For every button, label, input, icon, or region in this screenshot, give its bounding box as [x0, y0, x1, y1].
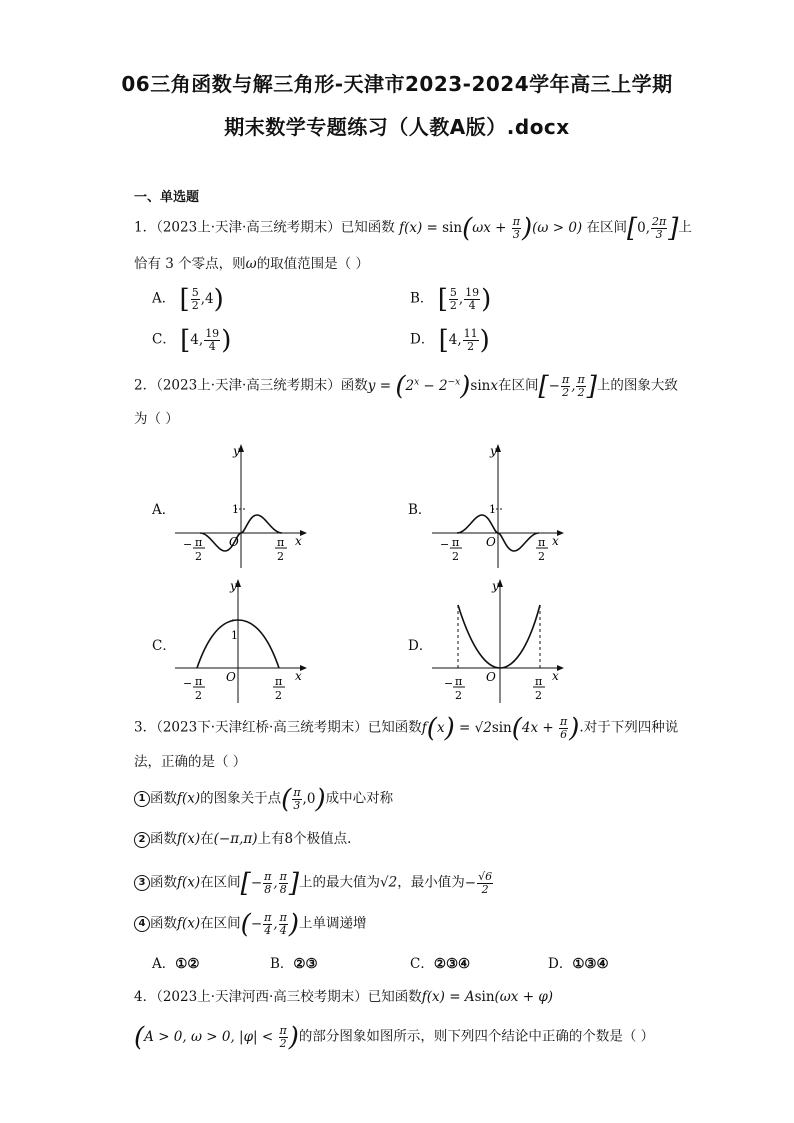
q1-option-b-label: B．: [410, 290, 434, 307]
q3-s4-interval: (− $\frac{\pi}{4}$ , $\frac{\pi}{4}$ ): [240, 909, 300, 939]
q4-conditions: (A > 0, ω > 0, |φ| < $\frac{\pi}{2}$ ): [134, 1022, 299, 1052]
q3-statement-1: [134, 786, 393, 812]
q3-option-a-label: A．: [152, 956, 176, 972]
graph-b-y-label: y: [490, 444, 497, 458]
q3-option-b-label: B．: [270, 956, 294, 972]
graph-d-x-label: x: [552, 669, 559, 683]
q3-s3d: ，最小值为: [397, 874, 465, 891]
q2-function-formula: $y = (2^x - 2^{-x})\sin x$: [367, 371, 498, 401]
q3-s3a: 函数: [150, 874, 177, 891]
q1-option-a-label: A．: [152, 290, 176, 307]
q1-mid: 在区间: [586, 219, 627, 236]
graph-c-one: 1: [231, 629, 238, 642]
q3-statement-2: [134, 828, 351, 850]
question-4-line2: [134, 1024, 654, 1050]
graph-b-pi: π: [538, 536, 546, 549]
q2-interval: [− $\frac{\pi}{2}$ , $\frac{\pi}{2}$ ]: [538, 371, 597, 401]
q3-s2b: 在: [200, 831, 214, 847]
graph-d-minus: −: [444, 677, 454, 690]
graph-b-one: 1: [489, 503, 496, 516]
q3-option-c-label: C．: [410, 956, 434, 972]
q3-s2c: 上有8个极值点.: [257, 831, 352, 847]
q3-s3-max: √2: [380, 874, 398, 891]
q3-s3b: 在区间: [200, 874, 241, 891]
q3-s2-interval: (−π,π): [213, 831, 258, 847]
graph-a-origin: O: [229, 535, 239, 549]
graph-c-neg-two: 2: [195, 689, 202, 702]
graph-a-x-label: x: [295, 534, 302, 548]
section-heading: 一、单选题: [134, 190, 200, 205]
q3-function-formula: f(x) = √2sin(4x + $\frac{\pi}{6}$ ): [421, 713, 580, 743]
graph-c-neg-pi: π: [195, 675, 203, 688]
q3-option-d-value: ①③④: [572, 956, 609, 972]
doc-title-line1: 06三角函数与解三角形-天津市2023-2024学年高三上学期: [121, 72, 673, 96]
q1-omega: ω: [245, 256, 257, 272]
q3-s1c: 成中心对称: [325, 790, 394, 807]
graph-d-pi: π: [535, 675, 543, 688]
graph-c-x-label: x: [295, 669, 302, 683]
graph-b-x-label: x: [552, 534, 559, 548]
graph-d-two: 2: [535, 689, 542, 702]
q3-option-a-value: ①②: [175, 956, 200, 972]
q2-graph-b[interactable]: [432, 440, 567, 570]
graph-a-minus: −: [183, 538, 193, 551]
q2-graph-a[interactable]: [175, 440, 310, 570]
q3-suffix: .对于下列四种说: [579, 719, 679, 736]
q2-option-d-label[interactable]: D．: [408, 638, 433, 654]
graph-b-origin: O: [486, 535, 496, 549]
graph-a-neg-two: 2: [195, 550, 202, 563]
graph-a-two: 2: [277, 550, 284, 563]
q3-s1-point: ( $\frac{\pi}{3}$ ,0): [281, 784, 326, 814]
q1-suffix: 上: [678, 219, 692, 236]
circled-1-icon: 1: [134, 791, 150, 807]
q1-function-formula: f(x) = sin(ωx + $\frac{\pi}{3}$ )(ω > 0): [399, 213, 583, 243]
graph-a-neg-pi: π: [195, 536, 203, 549]
q2-option-b-label[interactable]: B．: [408, 502, 432, 518]
q3-prefix: 3．（2023下·天津红桥·高三统考期末）已知函数: [134, 719, 422, 736]
graph-c-minus: −: [183, 677, 193, 690]
graph-b-two: 2: [538, 550, 545, 563]
q1-option-b-value: [ $\frac{5}{2}$ , $\frac{19}{4}$ ): [437, 284, 492, 314]
q2-option-c-label[interactable]: C．: [152, 638, 176, 654]
q2-suffix: 上的图象大致: [596, 377, 678, 394]
q3-s3-interval: [− $\frac{\pi}{8}$ , $\frac{\pi}{8}$ ]: [240, 868, 300, 898]
graph-c-pi: π: [275, 675, 283, 688]
graph-b-minus: −: [440, 538, 450, 551]
q3-s2a: 函数: [150, 831, 177, 847]
question-2-line1: [134, 371, 678, 399]
q3-s2-fx: f(x): [177, 831, 201, 847]
q3-s3-fx: f(x): [177, 874, 201, 891]
question-1-line1: [134, 215, 692, 241]
q3-s4a: 函数: [150, 915, 177, 932]
graph-d-neg-two: 2: [455, 689, 462, 702]
graph-d-y-label: y: [492, 579, 499, 593]
q1-prefix: 1．（2023上·天津·高三统考期末）已知函数: [134, 219, 395, 236]
q4-function-formula: f(x) = Asin(ωx + φ): [421, 989, 554, 1005]
question-4-line1: [134, 986, 553, 1008]
q1-option-c[interactable]: [152, 327, 231, 353]
q1-option-d-label: D．: [410, 331, 435, 348]
q1-interval: [0, $\frac{2\pi}{3}$ ]: [626, 213, 679, 243]
q3-s4c: 上单调递增: [299, 915, 367, 932]
question-3-line2: 法，正确的是（ ）: [134, 754, 247, 770]
graph-a-y-label: y: [233, 444, 240, 458]
q1-option-a[interactable]: [152, 286, 224, 312]
graph-d-origin: O: [486, 670, 496, 684]
q3-statement-4: [134, 911, 367, 937]
graph-c-two: 2: [275, 689, 282, 702]
q3-option-b-value: ②③: [293, 956, 318, 972]
q1-option-b[interactable]: [410, 286, 491, 312]
question-3-line1: [134, 715, 678, 741]
q1-option-d-value: [4, $\frac{11}{2}$ ): [438, 325, 490, 355]
q3-option-c[interactable]: [410, 952, 470, 972]
graph-a-pi: π: [277, 536, 285, 549]
q1-line2b: 的取值范围是（ ）: [256, 256, 369, 272]
q2-option-a-label[interactable]: A．: [152, 502, 176, 518]
graph-b-neg-pi: π: [452, 536, 460, 549]
q3-option-d-label: D．: [548, 956, 573, 972]
q3-s1-fx: f(x): [177, 790, 201, 807]
q1-line2a: 恰有 3 个零点，则: [134, 256, 246, 272]
doc-title-line2: 期末数学专题练习（人教A版）.docx: [224, 115, 570, 139]
q3-statement-3: [134, 870, 494, 896]
q1-option-a-value: [ $\frac{5}{2}$ ,4): [179, 284, 224, 314]
graph-d-neg-pi: π: [455, 675, 463, 688]
q1-option-c-value: [4, $\frac{19}{4}$ ): [180, 325, 232, 355]
graph-c-y-label: y: [230, 579, 237, 593]
graph-b-neg-two: 2: [452, 550, 459, 563]
q4-prefix: 4．（2023上·天津河西·高三校考期末）已知函数: [134, 989, 422, 1005]
circled-4-icon: 4: [134, 916, 150, 932]
q2-graph-c[interactable]: [175, 575, 310, 705]
q3-option-b[interactable]: [270, 952, 318, 972]
q3-s4b: 在区间: [200, 915, 241, 932]
q3-option-a[interactable]: [152, 952, 199, 972]
q2-mid: 在区间: [497, 377, 539, 394]
q3-s3c: 上的最大值为: [299, 874, 381, 891]
graph-a-one: 1: [232, 503, 239, 516]
q4-line2: 的部分图象如图所示，则下列四个结论中正确的个数是（ ）: [298, 1028, 655, 1045]
circled-3-icon: 3: [134, 875, 150, 891]
circled-2-icon: 2: [134, 832, 150, 848]
question-2-line2: 为（ ）: [134, 411, 179, 427]
q1-option-c-label: C．: [152, 331, 176, 348]
q3-s1a: 函数: [150, 790, 177, 807]
q3-s4-fx: f(x): [177, 915, 201, 932]
q1-option-d[interactable]: [410, 327, 490, 353]
graph-c-origin: O: [226, 670, 236, 684]
q3-s3-min: − $\frac{√6}{2}$: [464, 869, 493, 896]
q3-s1b: 的图象关于点: [200, 790, 282, 807]
question-1-line2: [134, 253, 369, 275]
q3-option-d[interactable]: [548, 952, 609, 972]
q3-option-c-value: ②③④: [433, 956, 471, 972]
q2-prefix: 2．（2023上·天津·高三统考期末）函数: [134, 377, 368, 394]
q2-graph-d[interactable]: [432, 575, 567, 705]
